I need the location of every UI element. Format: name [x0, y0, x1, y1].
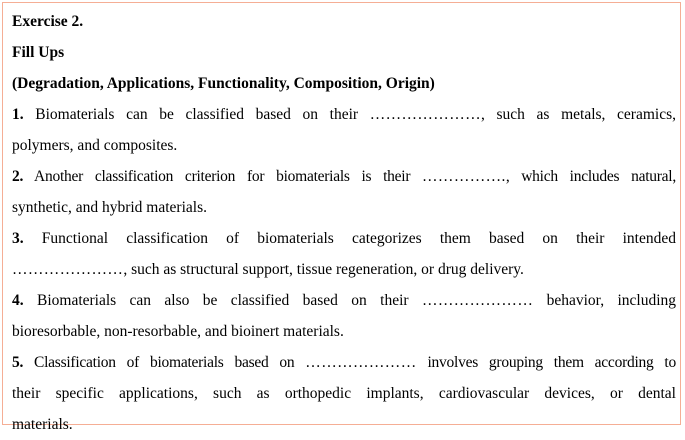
question-number: 3. [12, 230, 24, 247]
question-4-line-1 [12, 285, 676, 316]
exercise-title: Exercise 2. [12, 13, 84, 30]
question-2-line-1 [12, 161, 676, 192]
section-title: Fill Ups [12, 44, 65, 61]
question-number: 1. [12, 106, 24, 123]
question-3-line-2 [12, 254, 676, 285]
question-text: Biomaterials can also be classified based on their [23, 292, 422, 309]
question-text: , such as metals, ceramics, [481, 106, 676, 123]
question-3-line-1 [12, 223, 676, 254]
question-4-line-2: bioresorbable, non-resorbable, and bioinert materials. [12, 323, 344, 340]
question-text: Classification of biomaterials based on [23, 354, 306, 371]
question-5-line-3: materials. [12, 416, 73, 433]
question-number: 4. [12, 292, 24, 309]
blank-2: ……………. [422, 168, 506, 185]
question-text: Functional classification of biomaterials categorizes them based on their intended [23, 230, 676, 247]
question-text: Biomaterials can be classified based on their [23, 106, 370, 123]
options-line: (Degradation, Applications, Functionality, Composition, Origin) [12, 75, 435, 92]
blank-5: ………………… [305, 354, 417, 371]
question-5-line-2: their specific applications, such as orthopedic implants, cardiovascular devices, or dental [12, 385, 676, 402]
question-1-line-1 [12, 99, 676, 130]
question-text: involves grouping them according to [416, 354, 676, 371]
blank-1: ………………… [369, 106, 482, 123]
question-text: , such as structural support, tissue regeneration, or drug delivery. [123, 261, 524, 278]
question-5-line-1 [12, 347, 676, 378]
question-number: 5. [12, 354, 24, 371]
question-2-line-2: synthetic, and hybrid materials. [12, 199, 207, 216]
question-text: behavior, including [533, 292, 676, 309]
exercise-box [2, 2, 681, 433]
question-1-line-2: polymers, and composites. [12, 137, 178, 154]
exercise-content [12, 7, 676, 440]
question-text: Another classification criterion for biomaterials is their [23, 168, 423, 185]
question-text: , which includes natural, [505, 168, 676, 185]
question-number: 2. [12, 168, 24, 185]
blank-4: ………………… [421, 292, 534, 309]
blank-3: ………………… [12, 261, 124, 278]
